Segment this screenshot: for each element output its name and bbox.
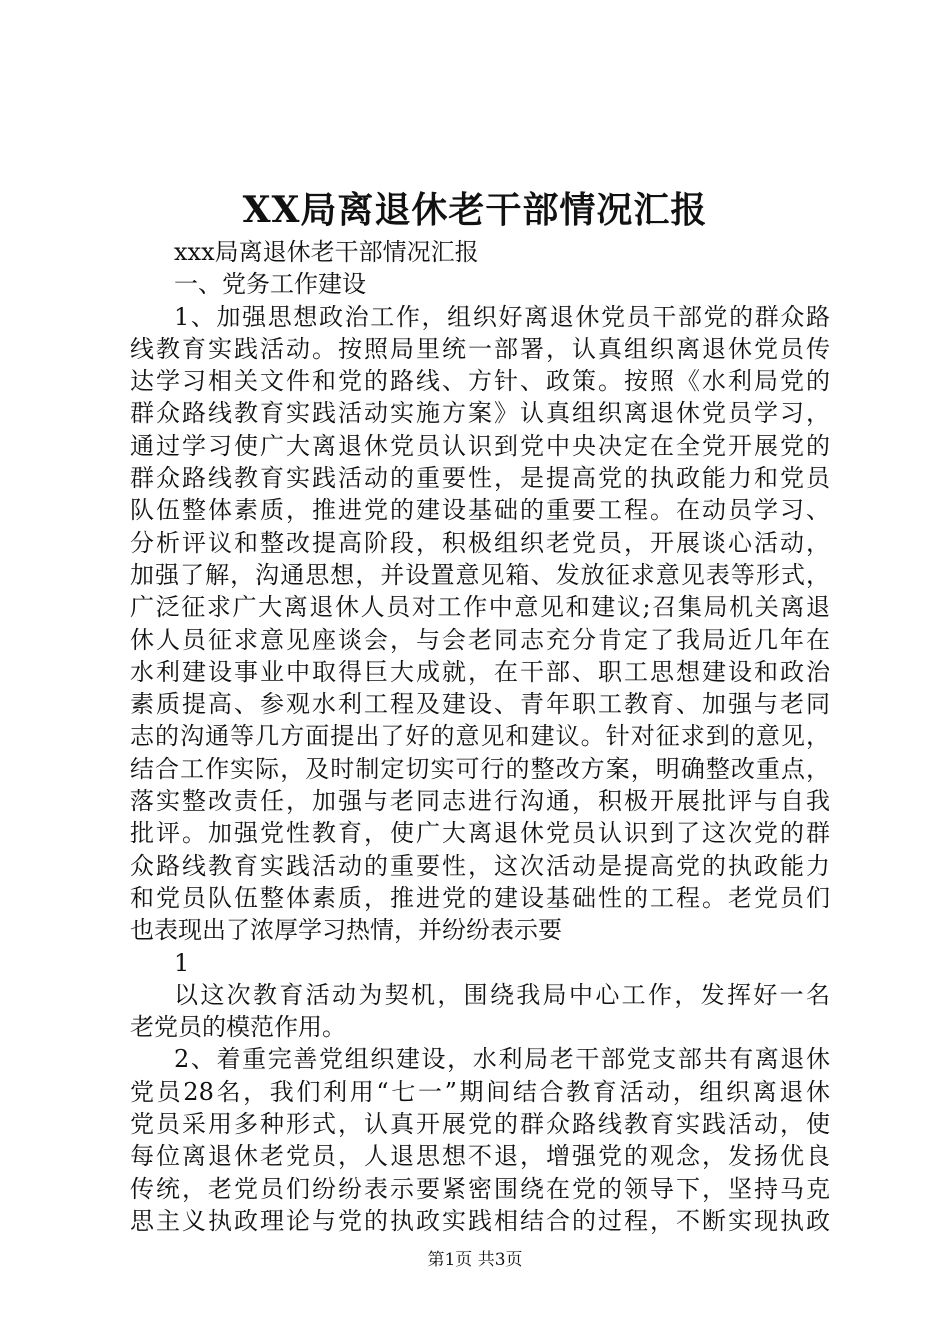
text-line: 结合工作实际，及时制定切实可行的整改方案，明确整改重点，	[130, 754, 830, 783]
text-line: 达学习相关文件和党的路线、方针、政策。按照《水利局党的	[130, 367, 830, 396]
text-line: 线教育实践活动。按照局里统一部署，认真组织离退休党员传	[130, 334, 830, 363]
text-line: 每位离退休老党员，人退思想不退，增强党的观念，发扬优良	[130, 1142, 830, 1171]
text-line: 通过学习使广大离退休党员认识到党中央决定在全党开展党的	[130, 431, 830, 460]
text-line: 以这次教育活动为契机，围绕我局中心工作，发挥好一名	[174, 980, 830, 1009]
text-line: 传统，老党员们纷纷表示要紧密围绕在党的领导下，坚持马克	[130, 1174, 830, 1203]
page-footer: 第1页 共3页	[427, 1250, 523, 1270]
text-line: 也表现出了浓厚学习热情，并纷纷表示要	[130, 916, 562, 945]
text-line: 和党员队伍整体素质，推进党的建设基础性的工程。老党员们	[130, 883, 830, 912]
text-line: 落实整改责任，加强与老同志进行沟通，积极开展批评与自我	[130, 787, 830, 816]
text-line: 党员采用多种形式，认真开展党的群众路线教育实践活动，使	[130, 1110, 830, 1139]
text-line: 休人员征求意见座谈会，与会老同志充分肯定了我局近几年在	[130, 625, 830, 654]
text-line: 老党员的模范作用。	[130, 1013, 346, 1042]
text-line: 广泛征求广大离退休人员对工作中意见和建议;召集局机关离退	[130, 593, 830, 622]
text-line: 加强了解，沟通思想，并设置意见箱、发放征求意见表等形式，	[130, 560, 830, 589]
text-line: 1、加强思想政治工作，组织好离退休党员干部党的群众路	[174, 302, 830, 331]
text-line: 1	[174, 948, 190, 977]
text-line: 水利建设事业中取得巨大成就，在干部、职工思想建设和政治	[130, 657, 830, 686]
text-line: 素质提高、参观水利工程及建设、青年职工教育、加强与老同	[130, 690, 830, 719]
text-line: 众路线教育实践活动的重要性，这次活动是提高党的执政能力	[130, 851, 830, 880]
text-line: 群众路线教育实践活动实施方案》认真组织离退休党员学习，	[130, 399, 830, 428]
text-line: 批评。加强党性教育，使广大离退休党员认识到了这次党的群	[130, 819, 830, 848]
text-line: 队伍整体素质，推进党的建设基础的重要工程。在动员学习、	[130, 496, 830, 525]
text-line: xxx局离退休老干部情况汇报	[174, 238, 479, 266]
text-line: 思主义执政理论与党的执政实践相结合的过程，不断实现执政	[130, 1206, 830, 1235]
document-body	[130, 236, 830, 1237]
text-line: 党员28名，我们利用“七一”期间结合教育活动，组织离退休	[130, 1077, 830, 1106]
text-line: 一、党务工作建设	[174, 270, 366, 299]
document-title: XX局离退休老干部情况汇报	[242, 189, 708, 231]
text-line: 分析评议和整改提高阶段，积极组织老党员，开展谈心活动，	[130, 528, 830, 557]
text-line: 2、着重完善党组织建设，水利局老干部党支部共有离退休	[174, 1045, 830, 1074]
text-line: 志的沟通等几方面提出了好的意见和建议。针对征求到的意见，	[130, 722, 830, 751]
text-line: 群众路线教育实践活动的重要性，是提高党的执政能力和党员	[130, 464, 830, 493]
